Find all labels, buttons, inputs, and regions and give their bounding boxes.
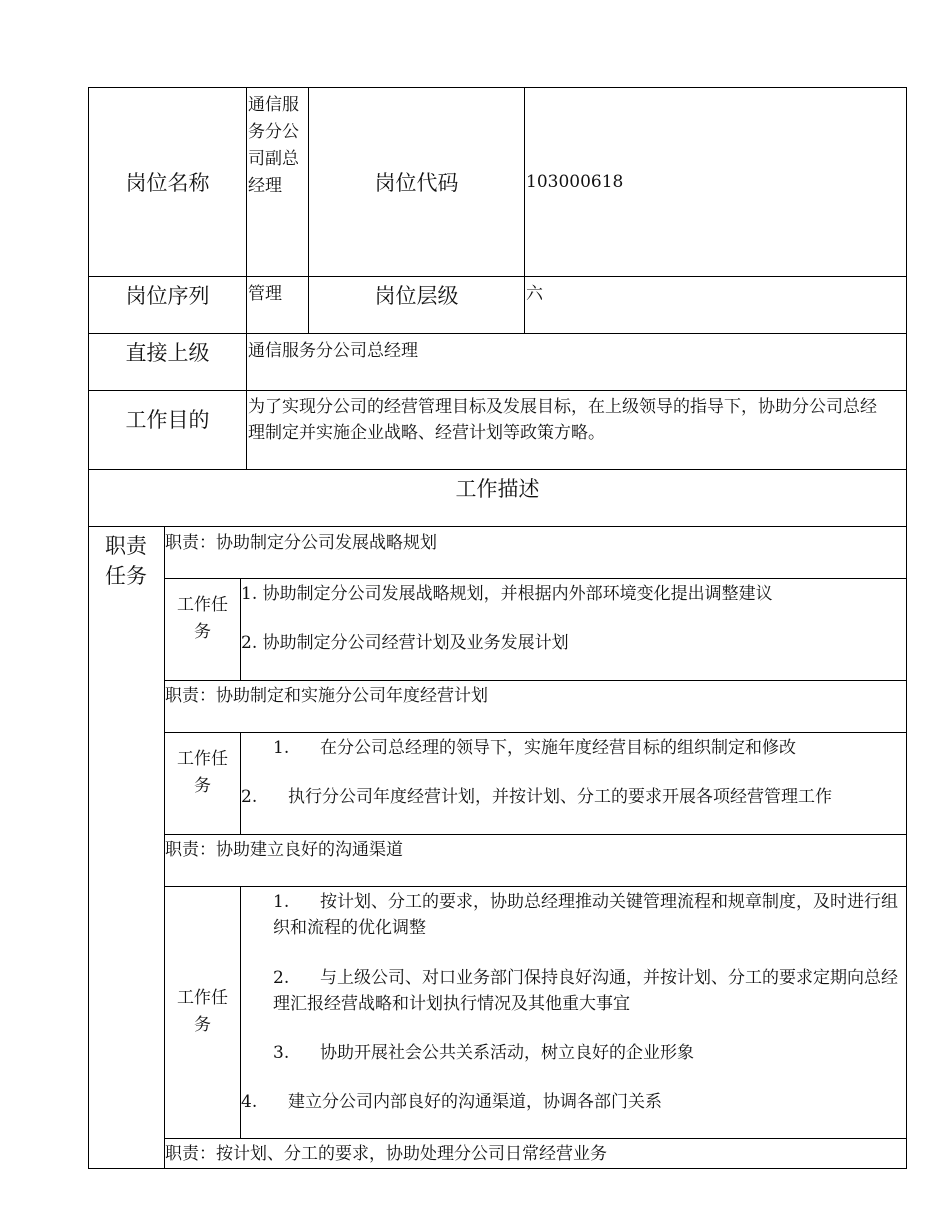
task-3-2-number: 2.: [273, 968, 290, 988]
task-2-2-text: 执行分公司年度经营计划，并按计划、分工的要求开展各项经营管理工作: [288, 787, 832, 807]
task-2-1-text: 在分公司总经理的领导下，实施年度经营目标的组织制定和修改: [320, 738, 796, 758]
task-1-2: [241, 630, 569, 656]
superior-value: 通信服务分公司总经理: [248, 341, 418, 361]
description-title: 工作描述: [455, 477, 540, 501]
duty-3: 职责：协助建立良好的沟通渠道: [165, 840, 403, 860]
task-2-1-number: 1.: [273, 738, 290, 758]
task-3-4-number: 4.: [241, 1092, 258, 1112]
task-1-2-number: 2.: [241, 633, 258, 653]
task-1-1: [241, 581, 773, 607]
task-1-1-number: 1.: [241, 584, 258, 604]
post-series-label: 岗位序列: [125, 284, 210, 308]
task-label-3: 工作任务: [177, 988, 228, 1035]
task-1-1-text: 协助制定分公司发展战略规划，并根据内外部环境变化提出调整建议: [262, 584, 773, 604]
post-level-value: 六: [526, 284, 543, 304]
post-name-value: 通信服务分公司副总经理: [248, 95, 299, 196]
post-series-value: 管理: [248, 284, 282, 304]
post-name-label: 岗位名称: [125, 171, 210, 195]
task-3-1: [273, 889, 901, 941]
post-level-label: 岗位层级: [374, 284, 459, 308]
purpose-label: 工作目的: [125, 408, 210, 432]
task-3-3-number: 3.: [273, 1043, 290, 1063]
post-code-label: 岗位代码: [374, 171, 459, 195]
task-label-1: 工作任务: [177, 595, 228, 642]
post-code-value: 103000618: [526, 172, 624, 192]
task-3-4-text: 建立分公司内部良好的沟通渠道，协调各部门关系: [288, 1092, 662, 1112]
task-3-3: [273, 1040, 694, 1066]
superior-label: 直接上级: [125, 341, 210, 365]
task-3-4: [241, 1089, 662, 1115]
duty-1: 职责：协助制定分公司发展战略规划: [165, 533, 437, 553]
task-3-2-text: 与上级公司、对口业务部门保持良好沟通，并按计划、分工的要求定期向总经理汇报经营战略和计划执行情况及其他重大事宜: [273, 968, 898, 1014]
task-3-1-number: 1.: [273, 892, 290, 912]
task-3-1-text: 按计划、分工的要求，协助总经理推动关键管理流程和规章制度，及时进行组织和流程的优化调整: [273, 892, 898, 938]
task-2-2-number: 2.: [241, 787, 258, 807]
task-2-2: [241, 784, 832, 810]
purpose-value: 为了实现分公司的经营管理目标及发展目标，在上级领导的指导下，协助分公司总经理制定并实施企业战略、经营计划等政策方略。: [248, 397, 877, 443]
task-3-3-text: 协助开展社会公共关系活动，树立良好的企业形象: [320, 1043, 694, 1063]
duty-4: 职责：按计划、分工的要求，协助处理分公司日常经营业务: [165, 1144, 607, 1164]
task-label-2: 工作任务: [177, 749, 228, 796]
duty-2: 职责：协助制定和实施分公司年度经营计划: [165, 686, 488, 706]
duties-label: 职责任务: [105, 534, 147, 588]
task-3-2: [273, 965, 901, 1017]
task-2-1: [273, 735, 796, 761]
task-1-2-text: 协助制定分公司经营计划及业务发展计划: [262, 633, 569, 653]
